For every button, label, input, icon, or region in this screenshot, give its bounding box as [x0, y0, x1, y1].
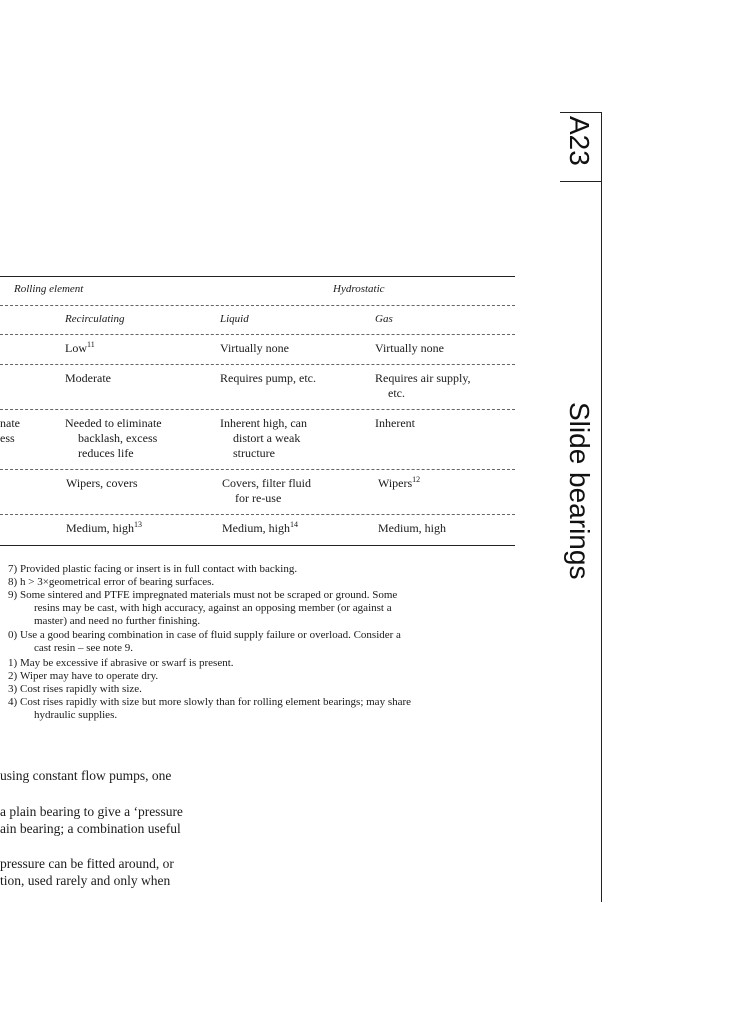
table-cell: reduces life [78, 446, 134, 460]
footnote-continuation: hydraulic supplies. [34, 709, 118, 721]
table-bottom-rule [0, 545, 515, 546]
table-cell: Inherent high, can [220, 416, 307, 430]
col-header-recirculating: Recirculating [65, 313, 125, 325]
table-cell: Low$^{11}$ [65, 340, 95, 355]
col-header-liquid: Liquid [220, 313, 249, 325]
table-cell: Virtually none [375, 341, 444, 355]
table-cell: etc. [388, 386, 405, 400]
table-cell: Moderate [65, 371, 111, 385]
table-cell: for re-use [235, 491, 282, 505]
table-cell: Requires air supply, [375, 371, 471, 385]
row-divider [0, 364, 515, 365]
group-header-hydrostatic: Hydrostatic [333, 283, 385, 295]
table-cell-fragment: ess [0, 431, 15, 445]
sidebar-tab-top [560, 112, 601, 113]
footnote-continuation: resins may be cast, with high accuracy, against an opposing member (or against a [34, 602, 392, 614]
subheader-divider [0, 334, 515, 335]
section-title: Slide bearings [564, 402, 595, 580]
footnote: 8) h > 3×geometrical error of bearing surfaces. [8, 576, 215, 588]
footnote: 3) Cost rises rapidly with size. [8, 683, 142, 695]
paragraph-line: tion, used rarely and only when [0, 873, 171, 888]
sidebar-rule [601, 112, 602, 902]
paragraph-line: ain bearing; a combination useful [0, 821, 181, 836]
header-divider [0, 305, 515, 306]
table-cell: Needed to eliminate [65, 416, 162, 430]
table-cell: structure [233, 446, 275, 460]
footnote: 4) Cost rises rapidly with size but more slowly than for rolling element bearings; may share [8, 696, 412, 708]
table-cell: Requires pump, etc. [220, 371, 316, 385]
table-cell: backlash, excess [78, 431, 158, 445]
table-cell: Wipers, covers [66, 476, 138, 490]
table-cell: Medium, high$^{13}$ [66, 520, 142, 535]
footnote-continuation: master) and need no further finishing. [34, 615, 201, 627]
col-header-gas: Gas [375, 313, 393, 325]
footnote: 7) Provided plastic facing or insert is in full contact with backing. [8, 563, 298, 575]
paragraph-line: using constant flow pumps, one [0, 768, 172, 783]
sidebar-tab-divider [560, 181, 601, 182]
table-cell: Covers, filter fluid [222, 476, 311, 490]
paragraph-line: a plain bearing to give a ‘pressure [0, 804, 183, 819]
table-cell: Inherent [375, 416, 415, 430]
footnote: 2) Wiper may have to operate dry. [8, 670, 159, 682]
table-cell-fragment: nate [0, 416, 20, 430]
table-cell: Medium, high$^{14}$ [222, 520, 298, 535]
footnote: 0) Use a good bearing combination in case of fluid supply failure or overload. Consider a [8, 629, 401, 641]
row-divider [0, 469, 515, 470]
footnote: 1) May be excessive if abrasive or swarf is present. [8, 657, 234, 669]
group-header-rolling-element: Rolling element [14, 283, 84, 295]
table-cell: Wipers$^{12}$ [378, 475, 421, 490]
table-cell: Virtually none [220, 341, 289, 355]
table-cell: Medium, high [378, 521, 446, 535]
section-code: A23 [564, 116, 595, 166]
table-cell: distort a weak [233, 431, 301, 445]
row-divider [0, 514, 515, 515]
table-top-rule [0, 276, 515, 277]
footnote: 9) Some sintered and PTFE impregnated materials must not be scraped or ground. Some [8, 589, 398, 601]
paragraph-line: pressure can be fitted around, or [0, 856, 174, 871]
row-divider [0, 409, 515, 410]
footnote-continuation: cast resin – see note 9. [34, 642, 133, 654]
